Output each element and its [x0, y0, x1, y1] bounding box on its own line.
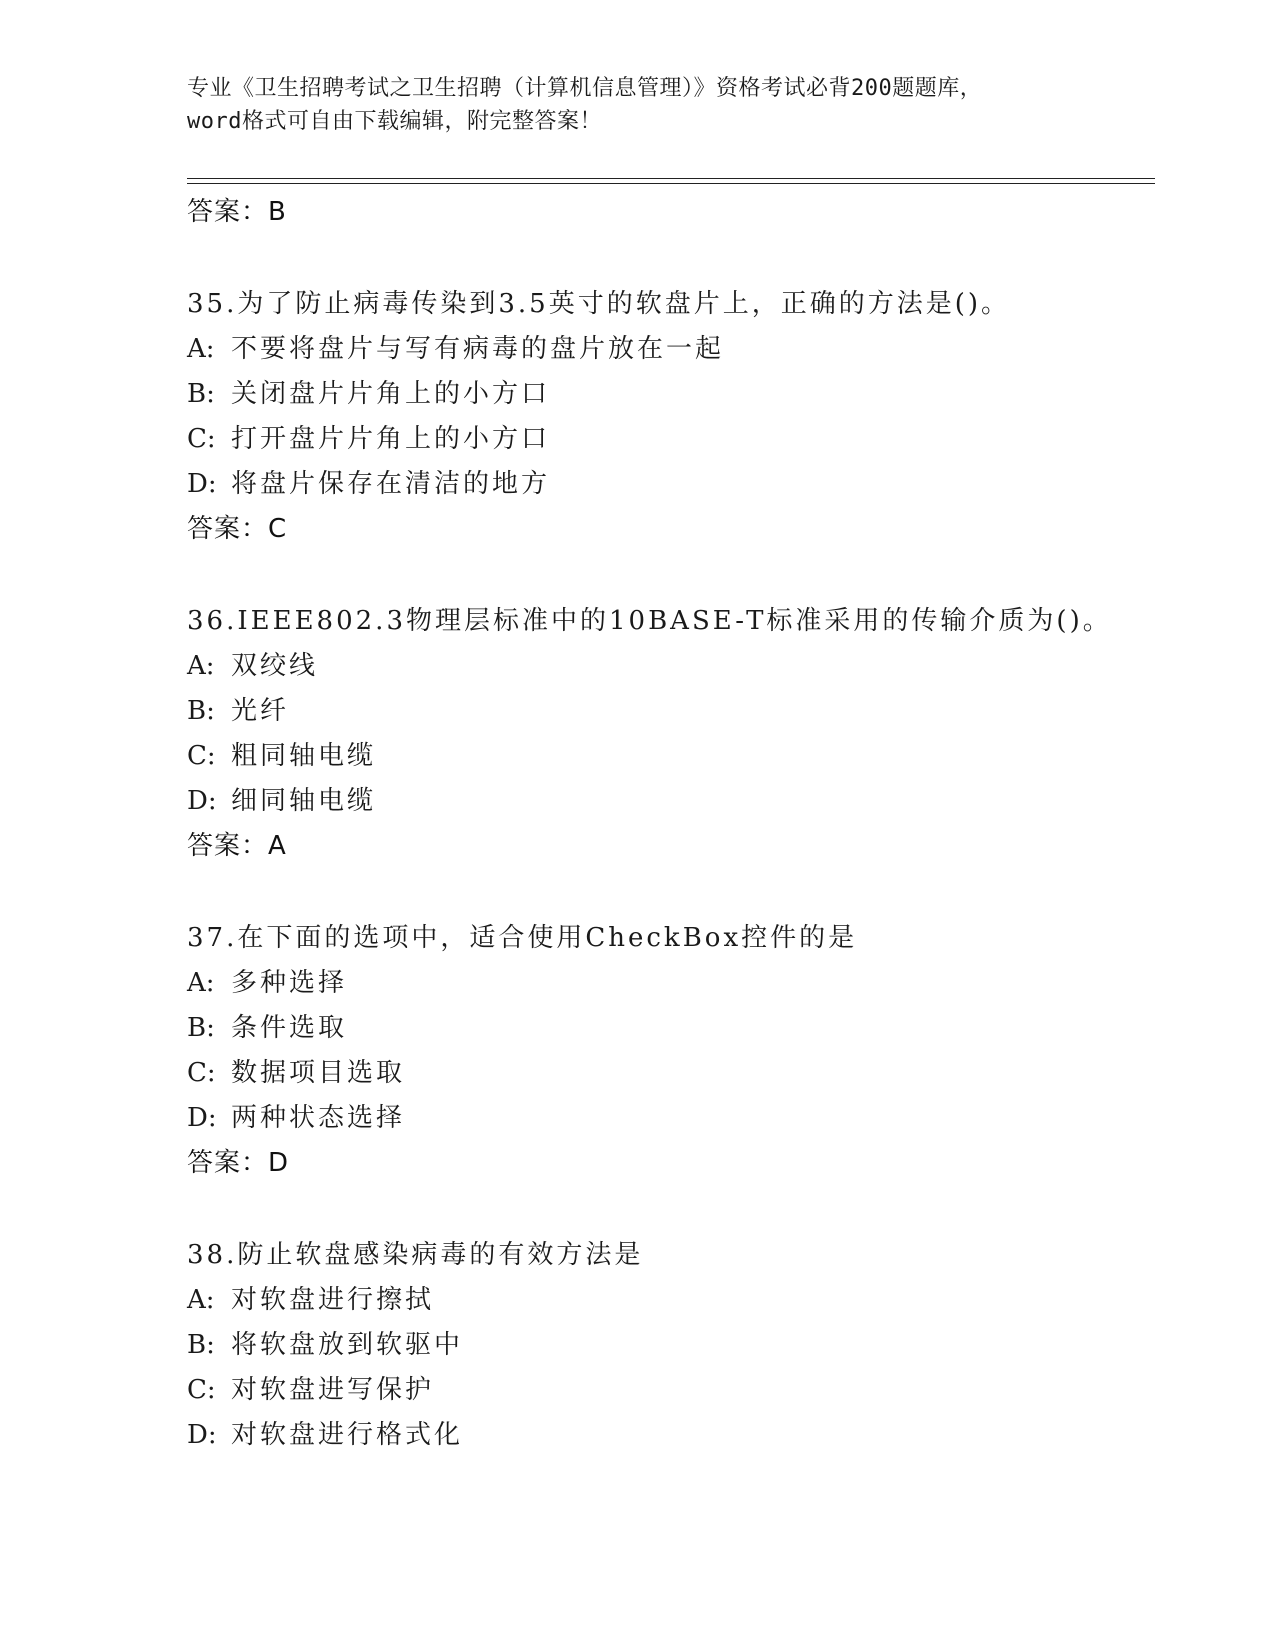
- answer: 答案：C: [187, 514, 288, 544]
- option-key: B:: [187, 696, 215, 726]
- option-b: [187, 689, 1147, 734]
- option-b: [187, 1006, 1147, 1051]
- option-text: 粗同轴电缆: [231, 741, 377, 771]
- option-key: B:: [187, 379, 215, 409]
- option-text: 条件选取: [231, 1013, 348, 1043]
- answer: 答案：D: [187, 1148, 290, 1178]
- question-text: 36.IEEE802.3物理层标准中的10BASE-T标准采用的传输介质为()。: [187, 606, 1112, 636]
- document-body: [187, 190, 1147, 1458]
- option-a: [187, 327, 1147, 372]
- question-36: [187, 599, 1147, 869]
- option-a: [187, 644, 1147, 689]
- option-d: [187, 779, 1147, 824]
- question-38: [187, 1233, 1147, 1458]
- answer: 答案：A: [187, 831, 287, 861]
- option-text: 将盘片保存在清洁的地方: [231, 469, 551, 499]
- option-d: [187, 1096, 1147, 1141]
- option-a: [187, 1278, 1147, 1323]
- option-key: D:: [187, 1103, 217, 1133]
- option-key: C:: [187, 1375, 216, 1405]
- option-a: [187, 961, 1147, 1006]
- option-d: [187, 1413, 1147, 1458]
- header-divider-bottom: [187, 183, 1155, 184]
- option-b: [187, 1323, 1147, 1368]
- option-key: A:: [187, 334, 215, 364]
- option-c: [187, 734, 1147, 779]
- question-text: 35.为了防止病毒传染到3.5英寸的软盘片上，正确的方法是()。: [187, 289, 1010, 319]
- option-key: B:: [187, 1013, 215, 1043]
- option-key: C:: [187, 741, 216, 771]
- option-c: [187, 417, 1147, 462]
- option-text: 光纤: [231, 696, 290, 726]
- option-key: B:: [187, 1330, 215, 1360]
- option-text: 对软盘进行格式化: [231, 1420, 464, 1450]
- header-line-2: word格式可自由下载编辑，附完整答案！: [187, 109, 602, 134]
- option-key: D:: [187, 1420, 217, 1450]
- option-text: 两种状态选择: [231, 1103, 406, 1133]
- question-37: [187, 916, 1147, 1186]
- option-text: 打开盘片片角上的小方口: [231, 424, 551, 454]
- question-text: 38.防止软盘感染病毒的有效方法是: [187, 1240, 644, 1270]
- option-d: [187, 462, 1147, 507]
- option-key: A:: [187, 651, 215, 681]
- option-text: 不要将盘片与写有病毒的盘片放在一起: [231, 334, 725, 364]
- question-text: 37.在下面的选项中，适合使用CheckBox控件的是: [187, 923, 858, 953]
- option-c: [187, 1051, 1147, 1096]
- option-text: 多种选择: [231, 968, 348, 998]
- option-text: 双绞线: [231, 651, 319, 681]
- option-key: C:: [187, 424, 216, 454]
- header-divider-top: [187, 178, 1155, 179]
- option-text: 数据项目选取: [231, 1058, 406, 1088]
- option-text: 对软盘进行擦拭: [231, 1285, 435, 1315]
- option-key: D:: [187, 469, 217, 499]
- option-key: A:: [187, 1285, 215, 1315]
- option-text: 将软盘放到软驱中: [231, 1330, 464, 1360]
- document-header: [187, 72, 1087, 138]
- option-text: 对软盘进写保护: [231, 1375, 435, 1405]
- previous-answer: 答案：B: [187, 197, 287, 227]
- option-key: C:: [187, 1058, 216, 1088]
- option-key: D:: [187, 786, 217, 816]
- option-c: [187, 1368, 1147, 1413]
- header-line-1: 专业《卫生招聘考试之卫生招聘（计算机信息管理）》资格考试必背200题题库，: [187, 76, 983, 101]
- option-text: 关闭盘片片角上的小方口: [231, 379, 551, 409]
- question-35: [187, 282, 1147, 552]
- option-key: A:: [187, 968, 215, 998]
- option-text: 细同轴电缆: [231, 786, 377, 816]
- option-b: [187, 372, 1147, 417]
